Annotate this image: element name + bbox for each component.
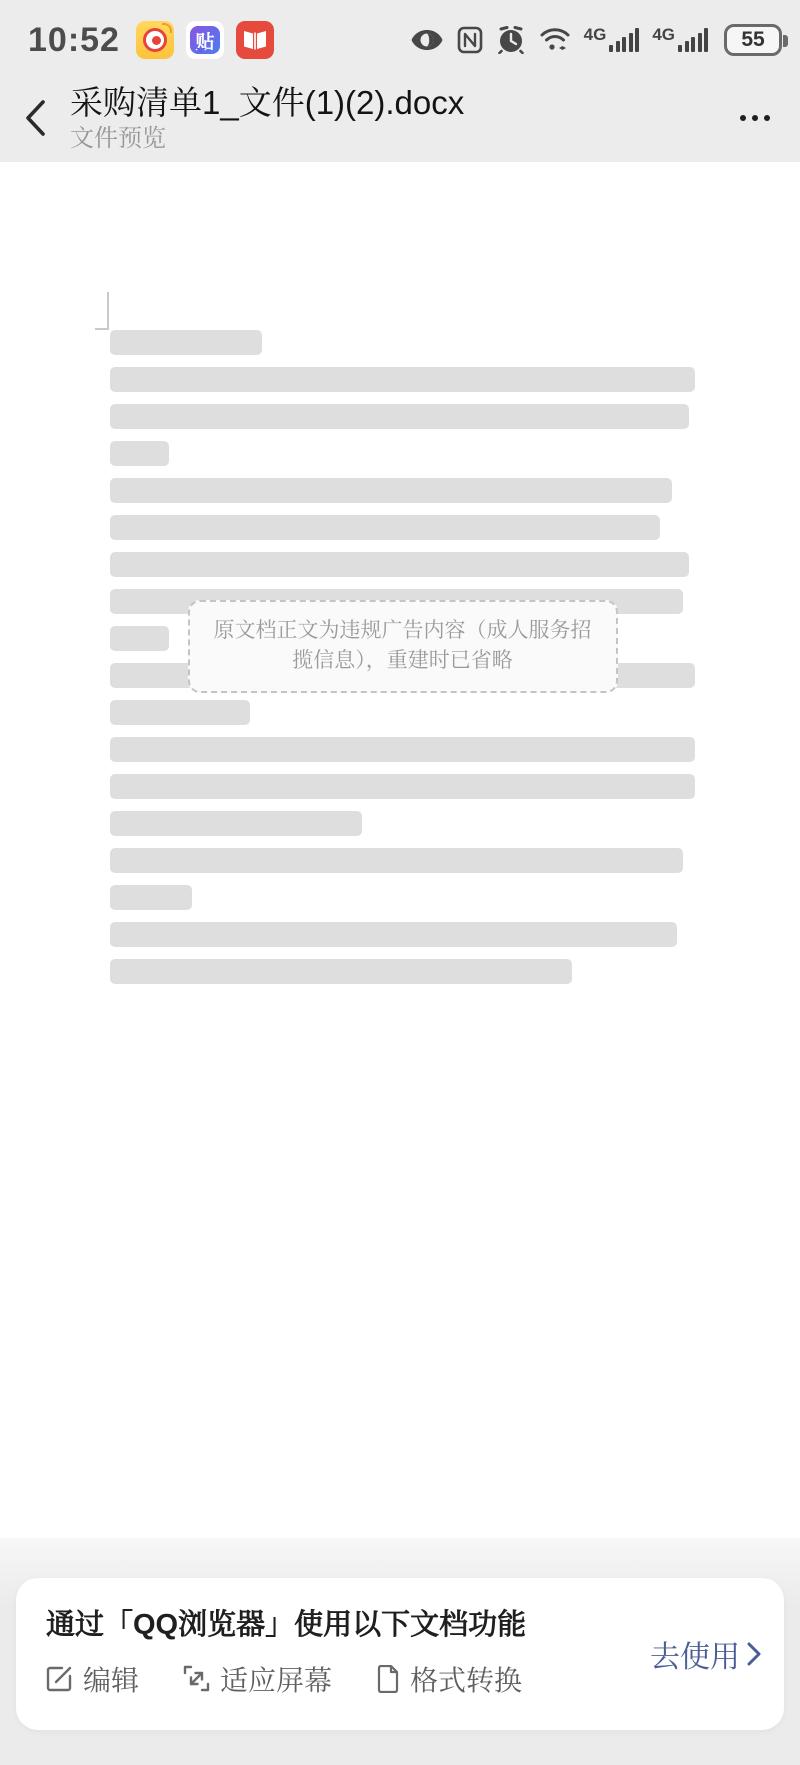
alarm-clock-icon: [496, 26, 526, 54]
format-convert-action-button[interactable]: 格式转换: [376, 1659, 522, 1699]
redacted-text-line: [110, 811, 362, 836]
weibo-eye-icon: [143, 28, 167, 52]
ellipsis-icon: [764, 115, 770, 121]
redacted-text-line: [110, 885, 192, 910]
qq-browser-promo-sheet: [0, 1538, 800, 1765]
redacted-text-line: [110, 959, 572, 984]
chevron-left-icon: [22, 96, 48, 140]
document-preview[interactable]: [0, 162, 800, 1538]
wifi-icon: [539, 26, 571, 54]
open-book-icon: [242, 29, 268, 51]
back-button[interactable]: [0, 74, 70, 162]
fit-screen-icon: [183, 1665, 210, 1692]
go-use-button[interactable]: [640, 1632, 762, 1676]
top-chrome: [0, 0, 800, 162]
eye-icon: [410, 28, 444, 52]
edit-icon: [46, 1665, 73, 1692]
chevron-right-icon: [746, 1641, 762, 1667]
header-titles: [70, 84, 710, 152]
edit-action-button[interactable]: 编辑: [46, 1659, 139, 1699]
redacted-text-line: [110, 404, 689, 429]
signal-4g-sim2-icon: 4G: [652, 28, 708, 52]
document-page-icon: [376, 1665, 400, 1693]
go-use-label: 去使用: [650, 1641, 740, 1674]
fit-screen-action-button[interactable]: 适应屏幕: [183, 1659, 332, 1699]
redacted-text-line: [110, 774, 695, 799]
ellipsis-icon: [740, 115, 746, 121]
redacted-text-line: [110, 848, 683, 873]
reader-app-icon: [236, 21, 274, 59]
status-bar: [0, 0, 800, 74]
tieba-bubble-icon: 贴: [190, 26, 220, 54]
file-name: 采购清单1_文件(1)(2).docx: [70, 83, 465, 121]
redacted-text-line: [110, 515, 660, 540]
battery-indicator: 55: [724, 24, 782, 56]
more-menu-button[interactable]: [710, 74, 800, 162]
promo-title: 通过「QQ浏览器」使用以下文档功能: [46, 1609, 527, 1642]
system-status-icons: [410, 24, 782, 56]
document-text-block: [110, 330, 695, 984]
redacted-text-line: [110, 552, 689, 577]
page-corner-mark: [95, 292, 109, 330]
redacted-text-line: [110, 441, 169, 466]
redacted-text-line: [110, 700, 250, 725]
notification-app-icons: [136, 21, 274, 59]
nfc-icon: [457, 26, 483, 54]
signal-4g-sim1-icon: 4G: [584, 28, 640, 52]
redaction-notice: 原文档正文为违规广告内容（成人服务招揽信息），重建时已省略: [188, 600, 618, 693]
ellipsis-icon: [752, 115, 758, 121]
redacted-text-line: [110, 737, 695, 762]
clock: 10:52: [28, 20, 120, 59]
redacted-text-line: [110, 367, 695, 392]
preview-label: 文件预览: [70, 124, 166, 152]
weibo-app-icon: [136, 21, 174, 59]
redacted-text-line: [110, 478, 672, 503]
document-actions-row: [46, 1659, 640, 1699]
redacted-text-line: [110, 626, 169, 651]
tieba-app-icon: [186, 21, 224, 59]
redacted-text-line: [110, 330, 262, 355]
redacted-text-line: [110, 922, 677, 947]
promo-card: [16, 1578, 784, 1730]
file-preview-header: [0, 74, 800, 162]
